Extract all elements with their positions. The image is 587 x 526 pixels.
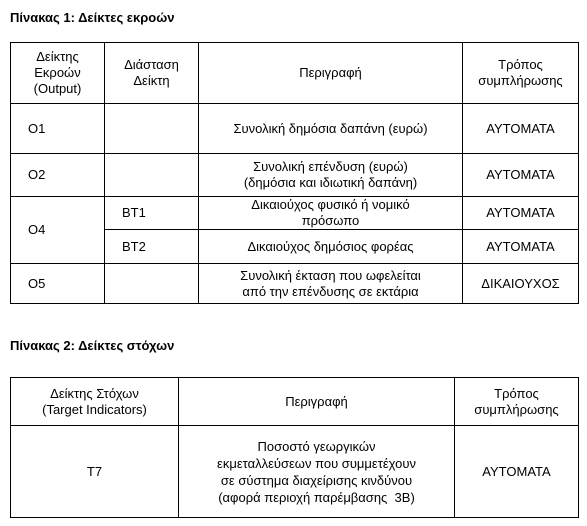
indicator-description (199, 104, 463, 154)
header-indicator-dimension-line2: Δείκτη (133, 73, 170, 88)
description-line1: Δικαιούχος δημόσιος φορέας (247, 238, 414, 254)
indicator-id: Ο1 (11, 104, 105, 154)
header-completion-method (463, 43, 579, 104)
header-description: Περιγραφή (179, 378, 455, 426)
header-output-indicator-line1: Δείκτης (36, 49, 79, 64)
table-row (11, 104, 579, 154)
completion-method: ΑΥΤΟΜΑΤΑ (463, 154, 579, 197)
target-indicators-table (10, 377, 579, 518)
table1-title: Πίνακας 1: Δείκτες εκροών (10, 10, 175, 25)
completion-method: ΑΥΤΟΜΑΤΑ (455, 426, 579, 518)
header-output-indicator-line3: (Output) (33, 81, 82, 96)
header-completion-method-line2: συμπλήρωσης (474, 401, 559, 417)
description-line2: από την επένδυσης σε εκτάρια (242, 283, 419, 299)
indicator-id: Ο4 (11, 197, 105, 264)
table2-title: Πίνακας 2: Δείκτες στόχων (10, 338, 175, 353)
description-line1: Συνολική έκταση που ωφελείται (240, 267, 421, 283)
indicator-description (199, 264, 463, 304)
indicator-description (179, 426, 455, 518)
header-description: Περιγραφή (199, 43, 463, 104)
output-indicators-table (10, 42, 579, 304)
table-row (11, 154, 579, 197)
description-line4: (αφορά περιοχή παρέμβασης 3Β) (218, 489, 415, 505)
description-line2: (δημόσια και ιδιωτική δαπάνη) (243, 175, 418, 190)
header-target-indicator-line2: (Target Indicators) (42, 401, 147, 417)
header-target-indicator (11, 378, 179, 426)
description-line2: εκμεταλλεύσεων που συμμετέχουν (217, 455, 416, 471)
header-completion-method-line1: Τρόπος (494, 385, 539, 401)
table-row (11, 264, 579, 304)
table2-header-row (11, 378, 579, 426)
header-target-indicator-line1: Δείκτης Στόχων (50, 385, 139, 401)
indicator-id: Ο5 (11, 264, 105, 304)
completion-method: ΔΙΚΑΙΟΥΧΟΣ (463, 264, 579, 304)
description-line1: Ποσοστό γεωργικών (257, 438, 376, 454)
indicator-dimension (105, 104, 199, 154)
table-row (11, 197, 579, 230)
description-line1: Συνολική δημόσια δαπάνη (ευρώ) (233, 120, 428, 136)
indicator-dimension: ΒΤ2 (105, 230, 199, 264)
table1-header-row (11, 43, 579, 104)
header-indicator-dimension-line1: Διάσταση (124, 57, 179, 72)
header-indicator-dimension (105, 43, 199, 104)
completion-method: ΑΥΤΟΜΑΤΑ (463, 197, 579, 230)
indicator-description (199, 154, 463, 197)
description-line3: σε σύστημα διαχείρισης κινδύνου (220, 472, 413, 488)
header-output-indicator (11, 43, 105, 104)
indicator-dimension (105, 154, 199, 197)
description-line1: Συνολική επένδυση (ευρώ) (253, 159, 408, 174)
completion-method: ΑΥΤΟΜΑΤΑ (463, 230, 579, 264)
completion-method: ΑΥΤΟΜΑΤΑ (463, 104, 579, 154)
table-row (11, 426, 579, 518)
header-completion-method-line1: Τρόπος (498, 57, 543, 72)
indicator-dimension (105, 264, 199, 304)
description-line2: πρόσωπο (301, 213, 360, 228)
header-completion-method (455, 378, 579, 426)
description-line1: Δικαιούχος φυσικό ή νομικό (251, 197, 410, 212)
indicator-description (199, 230, 463, 264)
header-output-indicator-line2: Εκροών (34, 65, 81, 80)
header-completion-method-line2: συμπλήρωσης (478, 73, 563, 88)
indicator-description (199, 197, 463, 230)
indicator-id: Τ7 (11, 426, 179, 518)
indicator-id: Ο2 (11, 154, 105, 197)
indicator-dimension: ΒΤ1 (105, 197, 199, 230)
